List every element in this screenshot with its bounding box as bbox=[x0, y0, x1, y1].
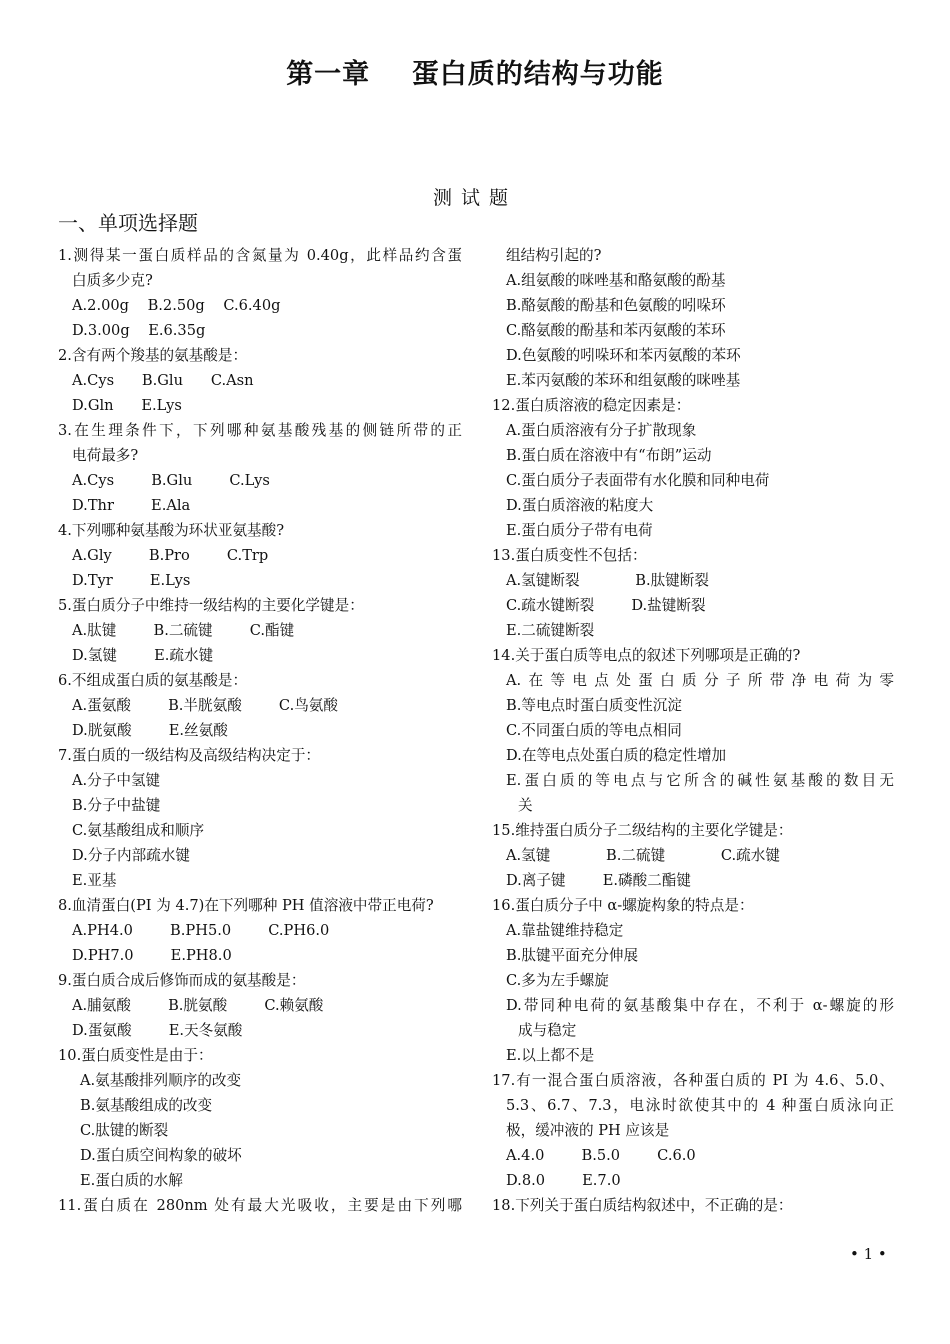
text-line: A.脯氨酸 B.胱氨酸 C.赖氨酸 bbox=[72, 997, 324, 1014]
text-line: 15.维持蛋白质分子二级结构的主要化学键是： bbox=[492, 822, 793, 839]
text-line: A.氢键断裂 B.肽键断裂 bbox=[506, 572, 709, 589]
text-line: E.亚基 bbox=[72, 872, 117, 889]
text-line: A.在等电点处蛋白质分子所带净电荷为零 bbox=[506, 672, 894, 689]
text-line: B.等电点时蛋白质变性沉淀 bbox=[506, 697, 682, 714]
text-line: A.组氨酸的咪唑基和酪氨酸的酚基 bbox=[506, 272, 726, 289]
text-line: A.蛋白质溶液有分子扩散现象 bbox=[506, 422, 697, 439]
text-line: E.苯丙氨酸的苯环和组氨酸的咪唑基 bbox=[506, 372, 741, 389]
text-line: 14.关于蛋白质等电点的叙述下列哪项是正确的? bbox=[492, 647, 801, 664]
text-line: D.离子键 E.磷酸二酯键 bbox=[506, 872, 691, 889]
text-line: A.4.0 B.5.0 C.6.0 bbox=[506, 1147, 696, 1164]
text-line: A.氢键 B.二硫键 C.疏水键 bbox=[506, 847, 780, 864]
text-line: D.PH7.0 E.PH8.0 bbox=[72, 947, 232, 964]
text-line: D.Gln E.Lys bbox=[72, 397, 182, 414]
text-line: E.二硫键断裂 bbox=[506, 622, 595, 639]
page-number: • 1 • bbox=[850, 1245, 887, 1263]
text-line: 9.蛋白质合成后修饰而成的氨基酸是： bbox=[58, 972, 306, 989]
text-line: B.分子中盐键 bbox=[72, 797, 161, 814]
text-line: D.Tyr E.Lys bbox=[72, 572, 191, 589]
text-line: 16.蛋白质分子中 α-螺旋构象的特点是： bbox=[492, 897, 754, 914]
text-line: 18.下列关于蛋白质结构叙述中，不正确的是： bbox=[492, 1197, 793, 1214]
text-line: A.Gly B.Pro C.Trp bbox=[72, 547, 269, 564]
text-line: E.蛋白质分子带有电荷 bbox=[506, 522, 653, 539]
text-line: A.PH4.0 B.PH5.0 C.PH6.0 bbox=[72, 922, 330, 939]
text-line: 5.蛋白质分子中维持一级结构的主要化学键是： bbox=[58, 597, 364, 614]
text-line: 组结构引起的? bbox=[506, 247, 602, 264]
chapter-title: 第一章 蛋白质的结构与功能 bbox=[286, 59, 664, 90]
text-line: E.以上都不是 bbox=[506, 1047, 595, 1064]
text-line: D.3.00g E.6.35g bbox=[72, 322, 206, 339]
test-title: 测试题 bbox=[432, 187, 517, 209]
text-line: E.蛋白质的水解 bbox=[80, 1172, 183, 1189]
section-title: 一、单项选择题 bbox=[58, 211, 198, 235]
text-line: D.胱氨酸 E.丝氨酸 bbox=[72, 722, 228, 739]
text-line: 11.蛋白质在 280nm 处有最大光吸收，主要是由下列哪 bbox=[58, 1197, 462, 1214]
text-line: D.氢键 E.疏水键 bbox=[72, 647, 214, 664]
text-line: 7.蛋白质的一级结构及高级结构决定于： bbox=[58, 747, 321, 764]
text-line: D.分子内部疏水键 bbox=[72, 847, 190, 864]
text-line: 极，缓冲液的 PH 应该是 bbox=[506, 1122, 670, 1139]
text-line: C.酪氨酸的酚基和苯丙氨酸的苯环 bbox=[506, 322, 726, 339]
text-line: A.蛋氨酸 B.半胱氨酸 C.鸟氨酸 bbox=[72, 697, 338, 714]
text-line: D.蛋氨酸 E.天冬氨酸 bbox=[72, 1022, 243, 1039]
text-line: 6.不组成蛋白质的氨基酸是： bbox=[58, 672, 248, 689]
text-line: 10.蛋白质变性是由于： bbox=[58, 1047, 213, 1064]
text-line: A.氨基酸排列顺序的改变 bbox=[80, 1072, 242, 1089]
text-line: 4.下列哪种氨基酸为环状亚氨基酸? bbox=[58, 522, 285, 539]
text-line: B.酪氨酸的酚基和色氨酸的吲哚环 bbox=[506, 297, 726, 314]
text-line: A.Cys B.Glu C.Asn bbox=[72, 372, 254, 389]
text-line: 1.测得某一蛋白质样品的含氮量为 0.40g，此样品约含蛋 bbox=[58, 247, 462, 264]
right-column bbox=[492, 243, 894, 1218]
text-line: D.蛋白质溶液的粘度大 bbox=[506, 497, 654, 514]
text-line: 关 bbox=[518, 797, 533, 814]
text-line: 17.有一混合蛋白质溶液，各种蛋白质的 PI 为 4.6、5.0、 bbox=[492, 1072, 894, 1089]
text-line: B.蛋白质在溶液中有“布朗”运动 bbox=[506, 447, 712, 464]
text-line: 3.在生理条件下，下列哪种氨基酸残基的侧链所带的正 bbox=[58, 422, 462, 439]
text-line: C.蛋白质分子表面带有水化膜和同种电荷 bbox=[506, 472, 770, 489]
text-line: A.分子中氢键 bbox=[72, 772, 161, 789]
text-line: 12.蛋白质溶液的稳定因素是： bbox=[492, 397, 691, 414]
text-line: D.带同种电荷的氨基酸集中存在，不利于 α-螺旋的形 bbox=[506, 997, 894, 1014]
text-line: D.蛋白质空间构象的破坏 bbox=[80, 1147, 242, 1164]
text-line: 13.蛋白质变性不包括： bbox=[492, 547, 647, 564]
text-line: A.2.00g B.2.50g C.6.40g bbox=[72, 297, 281, 314]
text-line: B.氨基酸组成的改变 bbox=[80, 1097, 213, 1114]
text-line: D.色氨酸的吲哚环和苯丙氨酸的苯环 bbox=[506, 347, 741, 364]
text-line: 白质多少克? bbox=[72, 272, 153, 289]
text-line: 5.3、6.7、7.3，电泳时欲使其中的 4 种蛋白质泳向正 bbox=[506, 1097, 894, 1114]
text-line: C.不同蛋白质的等电点相同 bbox=[506, 722, 682, 739]
text-line: C.多为左手螺旋 bbox=[506, 972, 609, 989]
text-line: C.疏水键断裂 D.盐键断裂 bbox=[506, 597, 706, 614]
text-line: A.肽键 B.二硫键 C.酯键 bbox=[72, 622, 295, 639]
text-line: E.蛋白质的等电点与它所含的碱性氨基酸的数目无 bbox=[506, 772, 894, 789]
text-line: 8.血清蛋白(PI 为 4.7)在下列哪种 PH 值溶液中带正电荷? bbox=[58, 897, 434, 914]
text-line: 2.含有两个羧基的氨基酸是： bbox=[58, 347, 248, 364]
text-line: C.肽键的断裂 bbox=[80, 1122, 169, 1139]
text-line: A.靠盐键维持稳定 bbox=[506, 922, 624, 939]
text-line: B.肽键平面充分伸展 bbox=[506, 947, 639, 964]
text-line: A.Cys B.Glu C.Lys bbox=[72, 472, 270, 489]
left-column bbox=[58, 243, 462, 1218]
text-line: D.Thr E.Ala bbox=[72, 497, 191, 514]
text-line: 成与稳定 bbox=[518, 1022, 577, 1039]
text-line: 电荷最多? bbox=[72, 447, 139, 464]
text-line: D.在等电点处蛋白质的稳定性增加 bbox=[506, 747, 727, 764]
text-line: C.氨基酸组成和顺序 bbox=[72, 822, 205, 839]
text-line: D.8.0 E.7.0 bbox=[506, 1172, 621, 1189]
